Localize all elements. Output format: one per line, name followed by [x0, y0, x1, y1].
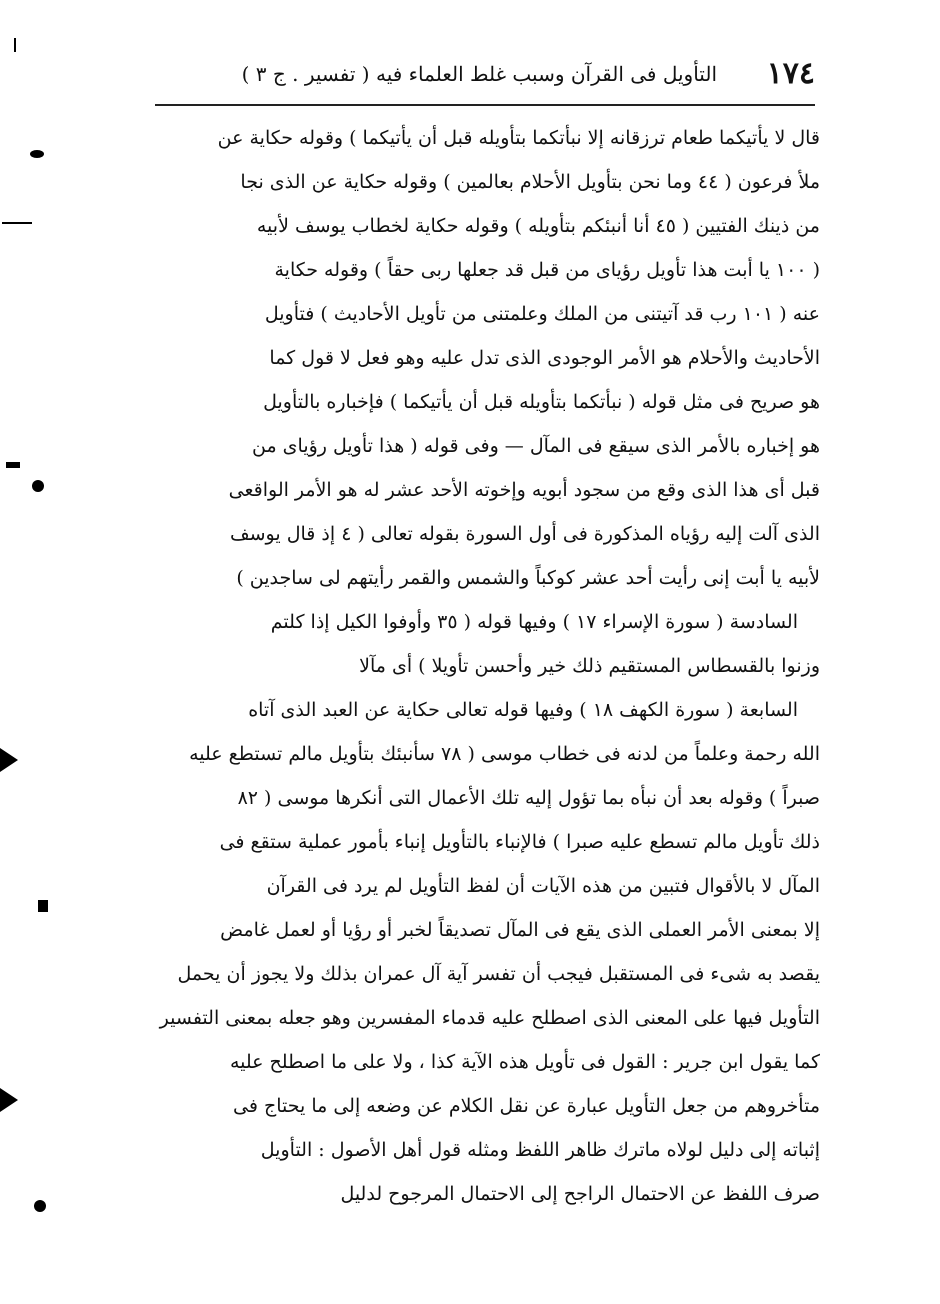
text-line: ( ١٠٠ يا أبت هذا تأويل رؤياى من قبل قد جعلها ربى حقاً ) وقوله حكاية	[274, 259, 820, 281]
text-line: إثباته إلى دليل لولاه ماترك ظاهر اللفظ ومثله قول أهل الأصول : التأويل	[260, 1139, 820, 1161]
text-line: عنه ( ١٠١ رب قد آتيتنى من الملك وعلمتنى من تأويل الأحاديث ) فتأويل	[264, 303, 820, 325]
paragraph	[150, 644, 820, 688]
text-line: هو إخباره بالأمر الذى سيقع فى المآل — وفى قوله ( هذا تأويل رؤياى من	[251, 435, 820, 457]
text-line: متأخروهم من جعل التأويل عبارة عن نقل الكلام عن وضعه إلى ما يحتاج فى	[233, 1095, 820, 1117]
margin-mark	[14, 38, 16, 52]
paragraph	[150, 116, 820, 600]
paragraph	[150, 688, 820, 732]
text-line: السادسة ( سورة الإسراء ١٧ ) وفيها قوله ( ٣٥ وأوفوا الكيل إذا كلتم	[270, 611, 798, 633]
text-line: إلا بمعنى الأمر العملى الذى يقع فى المآل تصديقاً لخبر أو رؤيا أو لعمل غامض	[220, 919, 820, 941]
text-line: وزنوا بالقسطاس المستقيم ذلك خير وأحسن تأويلا ) أى مآلا	[359, 655, 820, 677]
text-line: قبل أى هذا الذى وقع من سجود أبويه وإخوته الأحد عشر له هو الأمر الواقعى	[228, 479, 820, 501]
running-title: التأويل فى القرآن وسبب غلط العلماء فيه ( تفسير . ج ٣ )	[241, 62, 717, 86]
text-line: الله رحمة وعلماً من لدنه فى خطاب موسى ( ٧٨ سأنبئك بتأويل مالم تستطع عليه	[189, 743, 820, 765]
margin-arrow	[0, 1088, 18, 1112]
margin-mark	[38, 900, 48, 912]
text-line: المآل لا بالأقوال فتبين من هذه الآيات أن لفظ التأويل لم يرد فى القرآن	[266, 875, 820, 897]
margin-arrow	[0, 748, 18, 772]
text-line: صرف اللفظ عن الاحتمال الراجح إلى الاحتمال المرجوح لدليل	[340, 1183, 820, 1205]
header-rule	[155, 104, 815, 106]
page-header	[155, 52, 815, 96]
text-line: ذلك تأويل مالم تسطع عليه صبرا ) فالإنباء بالتأويل إنباء بأمور عملية ستقع فى	[219, 831, 820, 853]
text-line: من ذينك الفتيين ( ٤٥ أنا أنبئكم بتأويله ) وقوله حكاية لخطاب يوسف لأبيه	[256, 215, 820, 237]
text-line: كما يقول ابن جرير : القول فى تأويل هذه الآية كذا ، ولا على ما اصطلح عليه	[229, 1051, 820, 1073]
margin-mark	[32, 480, 44, 492]
text-line: ملأ فرعون ( ٤٤ وما نحن بتأويل الأحلام بعالمين ) وقوله حكاية عن الذى نجا	[240, 171, 820, 193]
margin-mark	[30, 150, 44, 158]
text-line: يقصد به شىء فى المستقبل فيجب أن تفسر آية آل عمران بذلك ولا يجوز أن يحمل	[177, 963, 820, 985]
body-text	[150, 116, 820, 1216]
paragraph	[150, 600, 820, 644]
paragraph	[150, 732, 820, 1216]
margin-mark	[34, 1200, 46, 1212]
text-line: السابعة ( سورة الكهف ١٨ ) وفيها قوله تعالى حكاية عن العبد الذى آتاه	[248, 699, 798, 721]
text-line: هو صريح فى مثل قوله ( نبأتكما بتأويله قبل أن يأتيكما ) فإخباره بالتأويل	[263, 391, 820, 413]
text-line: الأحاديث والأحلام هو الأمر الوجودى الذى تدل عليه وهو فعل لا قول كما	[269, 347, 820, 369]
text-line: الذى آلت إليه رؤياه المذكورة فى أول السورة بقوله تعالى ( ٤ إذ قال يوسف	[229, 523, 820, 545]
text-line: التأويل فيها على المعنى الذى اصطلح عليه قدماء المفسرين وهو جعله بمعنى التفسير	[159, 1007, 820, 1029]
margin-mark	[2, 222, 32, 224]
text-line: صبراً ) وقوله بعد أن نبأه بما تؤول إليه تلك الأعمال التى أنكرها موسى ( ٨٢	[237, 787, 820, 809]
text-line: قال لا يأتيكما طعام ترزقانه إلا نبأتكما بتأويله قبل أن يأتيكما ) وقوله حكاية عن	[217, 127, 820, 149]
page-number: ١٧٤	[766, 56, 815, 91]
margin-mark	[6, 462, 20, 468]
text-line: لأبيه يا أبت إنى رأيت أحد عشر كوكباً والشمس والقمر رأيتهم لى ساجدين )	[236, 567, 820, 589]
